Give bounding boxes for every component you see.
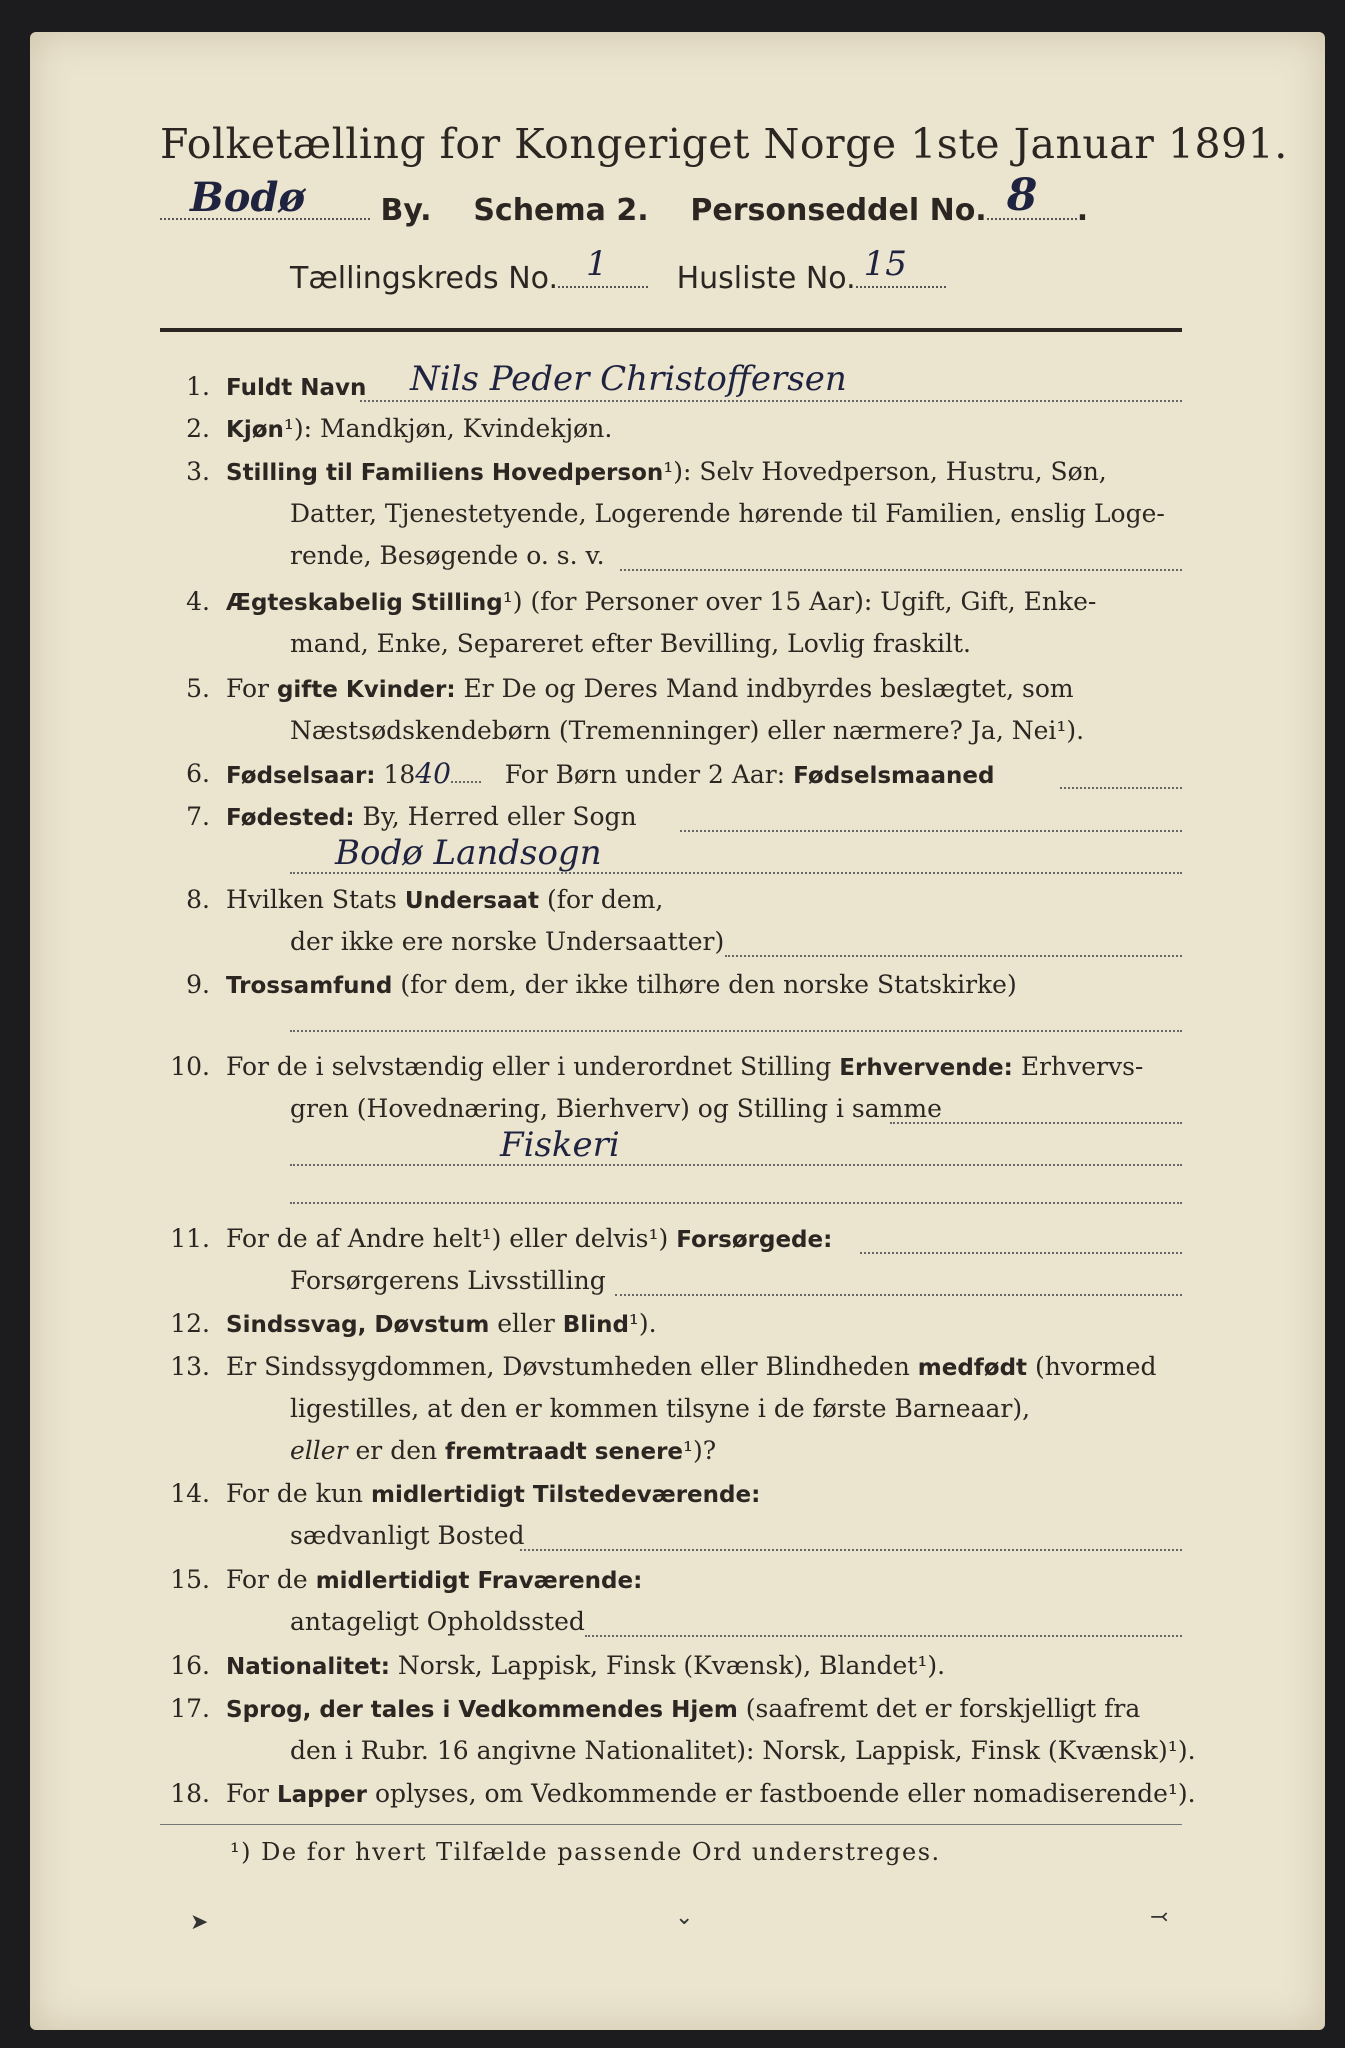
personseddel-label: Personseddel No. xyxy=(690,193,987,228)
occupation-handwritten: Fiskeri xyxy=(500,1125,620,1165)
personseddel-number: 8 xyxy=(1006,170,1038,221)
marker-arrow-icon: ⤙ xyxy=(1150,1905,1169,1930)
town-handwritten: Bodø xyxy=(190,174,306,221)
form-title: Folketælling for Kongeriget Norge 1ste Januar 1891. xyxy=(160,120,1288,168)
footnote: ¹) De for hvert Tilfælde passende Ord understreges. xyxy=(230,1838,941,1866)
marker-arrow-icon: ⌄ xyxy=(675,1905,694,1930)
header-rule xyxy=(160,328,1182,332)
husliste-label: Husliste No. xyxy=(676,261,856,296)
marker-arrow-icon: ➤ xyxy=(190,1910,209,1935)
form-kreds-line xyxy=(290,244,946,296)
name-handwritten: Nils Peder Christoffersen xyxy=(410,359,847,399)
husliste-number: 15 xyxy=(863,244,907,284)
birthplace-handwritten: Bodø Landsogn xyxy=(335,833,602,873)
by-label: By. xyxy=(380,193,432,228)
schema-label: Schema 2. xyxy=(473,193,649,228)
kreds-label: Tællingskreds No. xyxy=(290,261,558,296)
kreds-number: 1 xyxy=(586,244,608,284)
form-header-line: Bodø By. Schema 2. Personseddel No. 8 . xyxy=(160,188,1088,228)
